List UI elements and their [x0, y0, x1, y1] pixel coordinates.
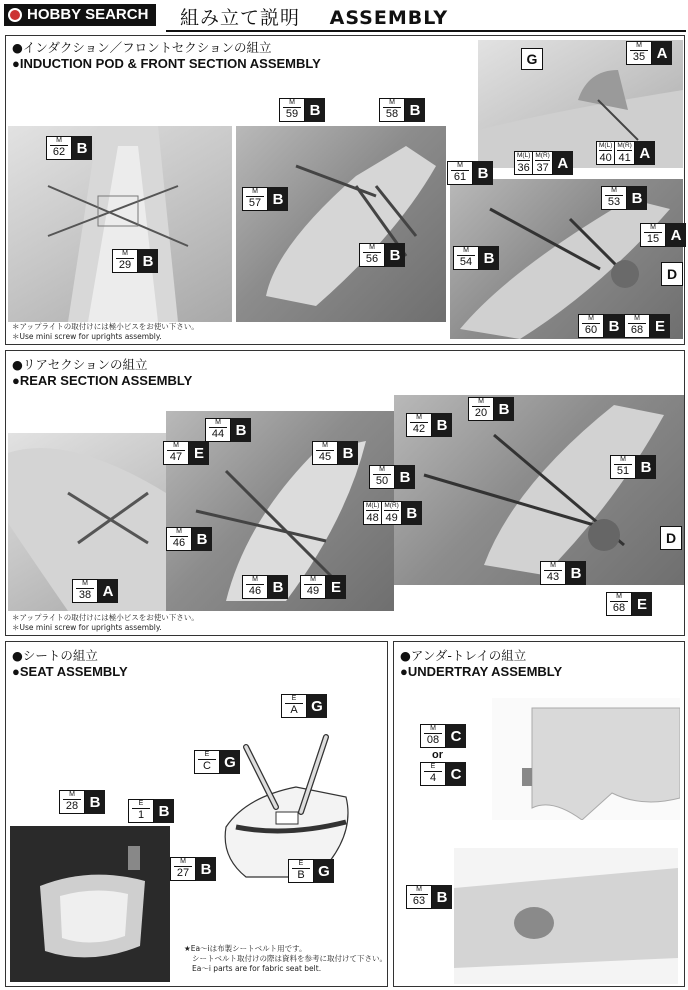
seat-photo-sketch — [10, 826, 170, 982]
part-tag-m43-b: M 43 B — [540, 561, 586, 585]
photo-undertray-top — [492, 698, 680, 820]
part-tag-m38-a: M 38 A — [72, 579, 118, 603]
photo-seat — [10, 826, 170, 982]
seat-note-jp2: シートベルト取付けの際は資料を参考に取付けて下さい。 — [192, 954, 387, 963]
seat-belt-diagram — [206, 717, 366, 887]
rear-title-jp: ●リアセクションの組立 — [12, 357, 148, 372]
brand-mark-icon — [8, 8, 22, 22]
part-tag-eb-g: E B G — [288, 859, 334, 883]
part-tag-m50-b: M 50 B — [369, 465, 415, 489]
part-tag-m35-a: M 35 A — [626, 41, 672, 65]
undertray-title-jp: ●アンダ-トレイの組立 — [400, 648, 527, 663]
rear-title-en: ●REAR SECTION ASSEMBLY — [12, 373, 193, 388]
part-tag-m47-e: M 47 E — [163, 441, 209, 465]
induction-title — [12, 40, 321, 72]
induction-note — [12, 322, 199, 342]
undertray-title — [400, 648, 562, 680]
part-tag-m49-e: M 49 E — [300, 575, 346, 599]
part-tag-m63-b: M 63 B — [406, 885, 452, 909]
induction-note-jp: ＊アップライトの取付けには極小ビスをお使い下さい。 — [12, 322, 199, 331]
undertray-title-en: ●UNDERTRAY ASSEMBLY — [400, 664, 563, 679]
part-tag-m68-e: M 68 E — [624, 314, 670, 338]
part-tag-ea-g: E A G — [281, 694, 327, 718]
part-tag-m46-b-bottom: M 46 B — [242, 575, 288, 599]
seat-title-jp: ●シートの組立 — [12, 648, 98, 663]
seat-title-en: ●SEAT ASSEMBLY — [12, 664, 128, 679]
brand-name: HOBBY SEARCH — [27, 6, 149, 23]
front-chassis-sketch — [8, 126, 232, 322]
part-tag-m27-b: M 27 B — [170, 857, 216, 881]
nose-cone-sketch — [236, 126, 446, 322]
induction-title-jp: ●インダクション／フロントセクションの組立 — [12, 40, 272, 55]
part-tag-d: D — [661, 262, 683, 286]
page-title — [180, 3, 448, 29]
seat-section — [5, 641, 388, 987]
part-tag-m60-b: M 60 B — [578, 314, 624, 338]
part-tag-ec-g: E C G — [194, 750, 240, 774]
rear-note-en: ＊Use mini screw for uprights assembly. — [12, 623, 162, 632]
photo-front-chassis — [8, 126, 232, 322]
part-tag-m59-b: M 59 B — [279, 98, 325, 122]
part-tag-m45-b: M 45 B — [312, 441, 358, 465]
part-tag-m40-41-a: M(L) 40 M(R) 41 A — [596, 141, 655, 165]
undertray-section — [393, 641, 685, 987]
header-rule — [166, 30, 686, 32]
rear-section — [5, 350, 685, 636]
part-tag-m54-b: M 54 B — [453, 246, 499, 270]
part-tag-m28-b: M 28 B — [59, 790, 105, 814]
part-tag-m46-b-left: M 46 B — [166, 527, 212, 551]
part-tag-m36-37-a: M(L) 36 M(R) 37 A — [514, 151, 573, 175]
part-tag-m08-c: M 08 C — [420, 724, 466, 748]
part-tag-d-rear: D — [660, 526, 682, 550]
rear-note-jp: ＊アップライトの取付けには極小ビスをお使い下さい。 — [12, 613, 199, 622]
part-tag-m42-b: M 42 B — [406, 413, 452, 437]
part-tag-m48-49-b: M(L) 48 M(R) 49 B — [363, 501, 422, 525]
part-tag-m68-e-rear: M 68 E — [606, 592, 652, 616]
rear-note — [12, 613, 199, 633]
seat-note — [184, 944, 387, 974]
photo-undertray-bottom — [454, 848, 678, 984]
or-label: or — [432, 749, 443, 761]
page-header — [0, 0, 688, 34]
part-tag-m56-b: M 56 B — [359, 243, 405, 267]
part-tag-e1-b: E 1 B — [128, 799, 174, 823]
induction-title-en: ●INDUCTION POD & FRONT SECTION ASSEMBLY — [12, 56, 321, 71]
part-tag-m62-b: M 62 B — [46, 136, 92, 160]
part-tag-m44-b: M 44 B — [205, 418, 251, 442]
seat-note-jp1: ★Ea〜iは布製シートベルト用です。 — [184, 944, 307, 953]
part-tag-m20-b: M 20 B — [468, 397, 514, 421]
rear-title — [12, 357, 192, 389]
page-title-en: ASSEMBLY — [329, 7, 449, 29]
induction-note-en: ＊Use mini screw for uprights assembly. — [12, 332, 162, 341]
photo-nose-cone — [236, 126, 446, 322]
seat-note-en: Ea〜i parts are for fabric seat belt. — [192, 964, 322, 973]
part-tag-m58-b: M 58 B — [379, 98, 425, 122]
part-tag-g: G — [521, 48, 543, 70]
part-tag-m51-b: M 51 B — [610, 455, 656, 479]
part-tag-e4-c: E 4 C — [420, 762, 466, 786]
part-tag-m61-b: M 61 B — [447, 161, 493, 185]
page-title-jp: 組み立て説明 — [180, 7, 301, 29]
undertray-bottom-sketch — [454, 848, 678, 984]
seat-title — [12, 648, 128, 680]
part-tag-m15-a: M 15 A — [640, 223, 686, 247]
brand-logo — [4, 4, 156, 26]
part-tag-m29-b: M 29 B — [112, 249, 158, 273]
induction-section — [5, 35, 685, 345]
part-tag-m53-b: M 53 B — [601, 186, 647, 210]
undertray-top-sketch — [492, 698, 680, 820]
part-tag-m57-b: M 57 B — [242, 187, 288, 211]
